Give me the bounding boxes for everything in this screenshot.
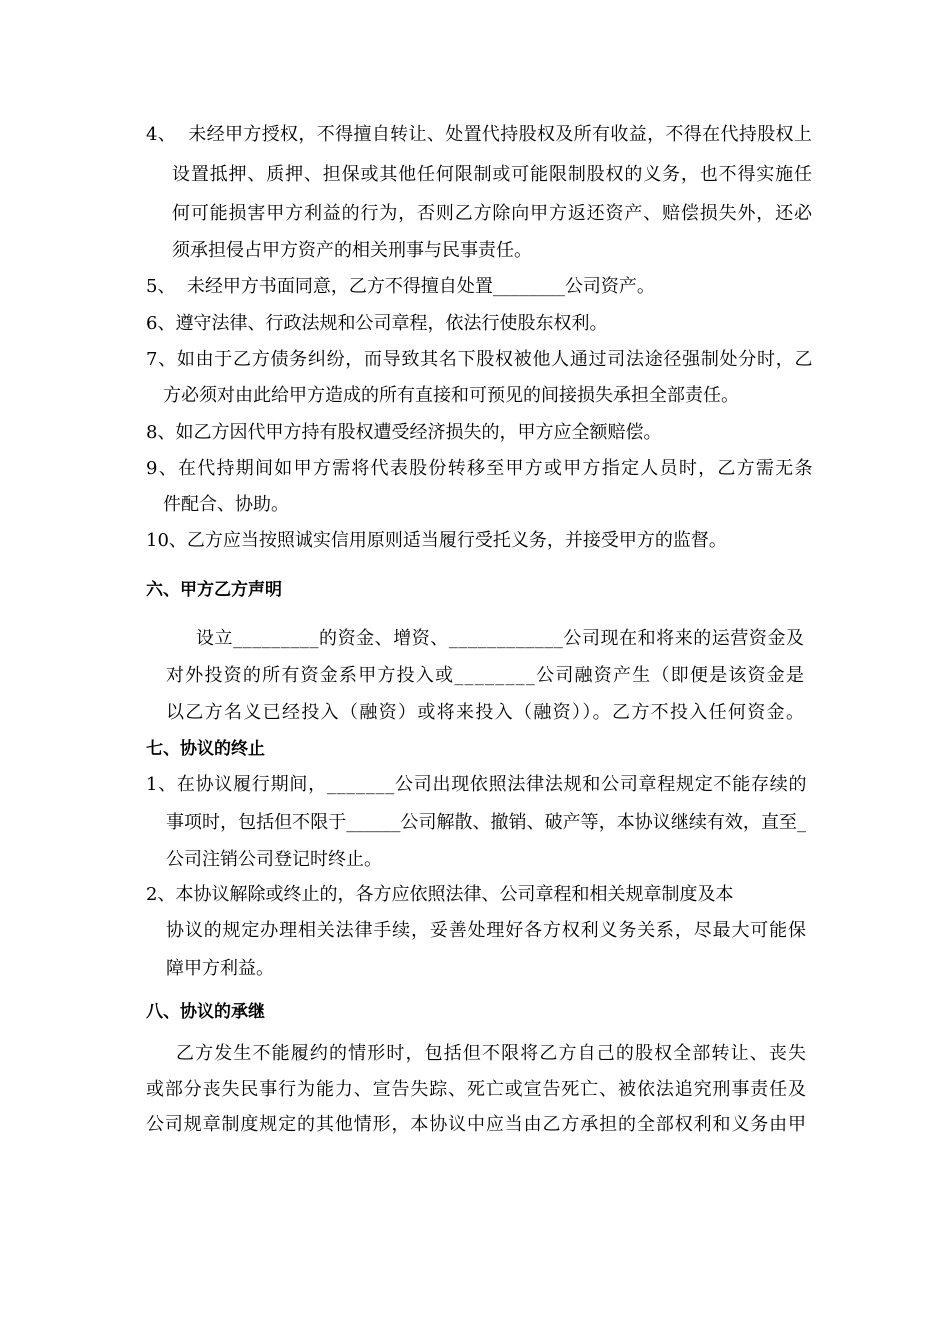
clause-4-line-1: 4、 未经甲方授权，不得擅自转让、处置代持股权及所有收益，不得在代持股权上 xyxy=(146,124,813,145)
section-8-line-1: 乙方发生不能履约的情形时，包括但不限将乙方自己的股权全部转让、丧失 xyxy=(176,1043,808,1064)
clause-7-line-2: 方必须对由此给甲方造成的所有直接和可预见的间接损失承担全部责任。 xyxy=(163,385,739,406)
section-8-heading: 八、协议的承继 xyxy=(146,1002,265,1022)
clause-9-line-1: 9、在代持期间如甲方需将代表股份转移至甲方或甲方指定人员时，乙方需无条 xyxy=(146,458,814,479)
clause-8: 8、如乙方因代甲方持有股权遭受经济损失的，甲方应全额赔偿。 xyxy=(146,422,662,443)
section-7-clause-2-line-3: 障甲方利益。 xyxy=(166,958,274,979)
section-7-clause-1-line-2: 事项时，包括但不限于______公司解散、撤销、破产等，本协议继续有效，直至_ xyxy=(166,812,807,833)
section-7-clause-2-line-2: 协议的规定办理相关法律手续，妥善处理好各方权利义务关系，尽最大可能保 xyxy=(166,920,807,941)
clause-5: 5、 未经甲方书面同意，乙方不得擅自处置________公司资产。 xyxy=(146,276,655,297)
section-7-clause-1-line-1: 1、在协议履行期间，_______公司出现依照法律法规和公司章程规定不能存续的 xyxy=(146,774,808,795)
section-7-clause-1-line-3: 公司注销公司登记时终止。 xyxy=(166,849,382,870)
section-6-line-1: 设立_________的资金、增资、____________公司现在和将来的运营资金及 xyxy=(196,628,805,649)
clause-7-line-1: 7、如由于乙方债务纠纷，而导致其名下股权被他人通过司法途径强制处分时，乙 xyxy=(146,349,814,370)
section-6-heading: 六、甲方乙方声明 xyxy=(146,580,282,600)
clause-9-line-2: 件配合、协助。 xyxy=(163,494,289,515)
section-6-line-2: 对外投资的所有资金系甲方投入或________公司融资产生（即便是该资金是 xyxy=(166,665,806,686)
section-7-clause-2-line-1: 2、本协议解除或终止的，各方应依照法律、公司章程和相关规章制度及本 xyxy=(146,884,734,905)
clause-4-line-2: 设置抵押、质押、担保或其他任何限制或可能限制股权的义务，也不得实施任 xyxy=(172,164,813,185)
section-6-line-3: 以乙方名义已经投入（融资）或将来投入（融资））。乙方不投入任何资金。 xyxy=(166,702,806,723)
section-8-line-2: 或部分丧失民事行为能力、宣告失踪、死亡或宣告死亡、被依法追究刑事责任及 xyxy=(146,1079,807,1100)
section-7-heading: 七、协议的终止 xyxy=(146,739,265,759)
section-8-line-3: 公司规章制度规定的其他情形，本协议中应当由乙方承担的全部权利和义务由甲 xyxy=(146,1114,807,1135)
clause-10: 10、乙方应当按照诚实信用原则适当履行受托义务，并接受甲方的监督。 xyxy=(146,530,727,551)
clause-4-line-3: 何可能损害甲方利益的行为，否则乙方除向甲方返还资产、赔偿损失外，还必 xyxy=(172,203,813,224)
clause-4-line-4: 须承担侵占甲方资产的相关刑事与民事责任。 xyxy=(172,240,532,261)
clause-6: 6、遵守法律、行政法规和公司章程，依法行使股东权利。 xyxy=(146,313,608,334)
